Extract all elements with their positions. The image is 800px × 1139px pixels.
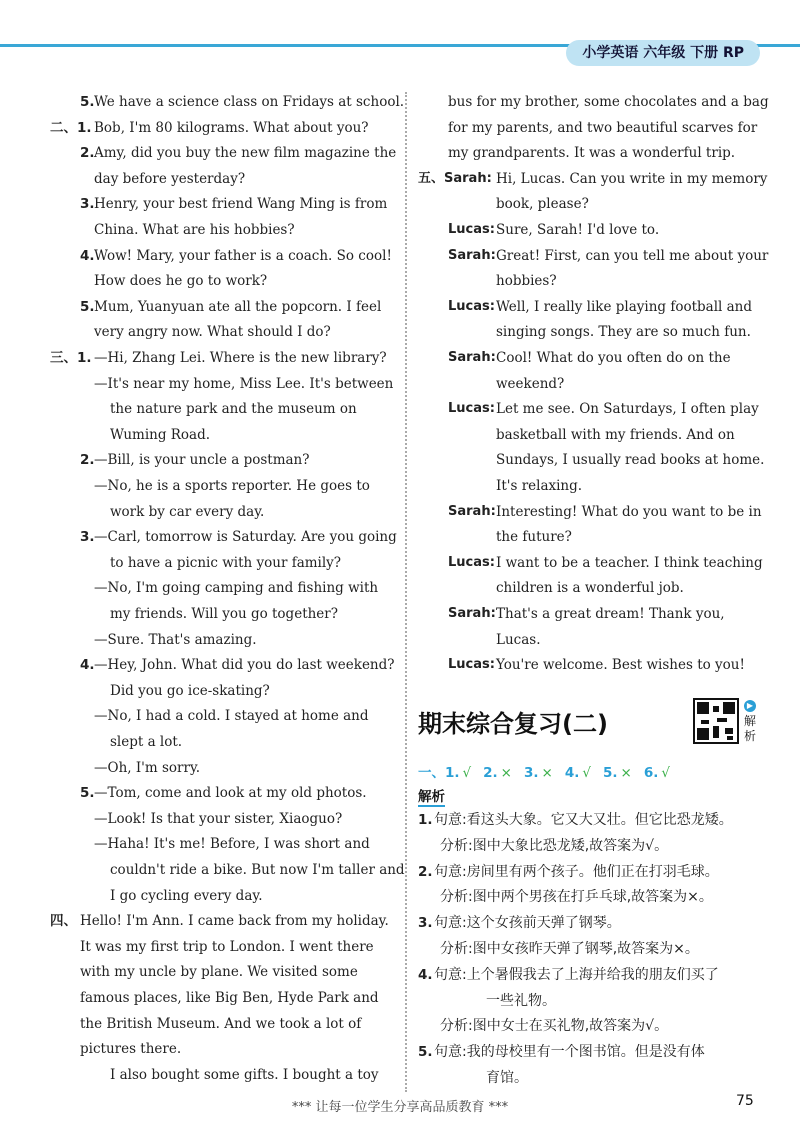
analysis-text: 句意:这个女孩前天弹了钢琴。 <box>434 915 621 932</box>
line-text: famous places, like Big Ben, Hyde Park and <box>80 990 379 1006</box>
line-label: 5. <box>80 94 95 110</box>
qr-side-label <box>744 700 758 744</box>
line-text: Let me see. On Saturdays, I often play <box>496 401 759 418</box>
qr-side-text: 解析 <box>744 714 757 743</box>
line-text: Cool! What do you often do on the <box>496 350 731 366</box>
line-label: Sarah: <box>448 503 496 519</box>
line-label: 5. <box>80 785 95 802</box>
line-text: Wuming Road. <box>110 426 211 443</box>
line-text: with my uncle by plane. We visited some <box>80 964 358 981</box>
line-label: Lucas: <box>448 298 495 314</box>
answer-item <box>483 765 512 781</box>
line-label: Lucas: <box>448 401 495 417</box>
line-text: Mum, Yuanyuan ate all the popcorn. I feel <box>94 298 382 315</box>
line-text: That's a great dream! Thank you, <box>496 606 725 622</box>
line-text: slept a lot. <box>110 734 183 750</box>
line-text: —Bill, is your uncle a postman? <box>94 452 310 469</box>
analysis-text: 分析:图中女士在买礼物,故答案为√。 <box>440 1018 669 1035</box>
line-text: —Carl, tomorrow is Saturday. Are you going <box>94 529 397 546</box>
answer-number: 4. <box>564 765 580 781</box>
answer-number: 6. <box>643 765 659 781</box>
answer-item <box>445 765 471 781</box>
line-text: book, please? <box>496 196 589 213</box>
line-label: 3. <box>80 529 95 546</box>
line-text: We have a science class on Fridays at school. <box>94 94 405 110</box>
answer-mark: √ <box>462 765 472 781</box>
analysis-number: 1. <box>418 812 433 828</box>
analysis-number: 3. <box>418 915 433 932</box>
answer-item <box>603 765 632 781</box>
qr-code-icon[interactable] <box>693 698 739 744</box>
analysis-text: 句意:上个暑假我去了上海并给我的朋友们买了 <box>434 966 719 983</box>
line-label: Sarah: <box>448 350 496 365</box>
line-label: Lucas: <box>448 222 495 237</box>
line-text: day before yesterday? <box>94 170 246 187</box>
line-text: the future? <box>496 529 572 546</box>
line-text: for my parents, and two beautiful scarves for <box>448 119 758 136</box>
line-text: —Oh, I'm sorry. <box>94 759 201 776</box>
answer-item <box>644 765 670 781</box>
answer-number: 1. <box>445 765 460 781</box>
line-label: Sarah: <box>448 606 496 621</box>
line-label: 五、Sarah: <box>418 170 492 186</box>
line-text: Did you go ice-skating? <box>110 682 270 699</box>
line-text: —No, I had a cold. I stayed at home and <box>94 708 369 725</box>
line-label: 4. <box>80 247 95 264</box>
line-text: Interesting! What do you want to be in <box>496 503 762 520</box>
play-icon[interactable]: ▶ <box>744 700 756 712</box>
line-text: You're welcome. Best wishes to you! <box>496 657 745 674</box>
footer-slogan: *** 让每一位学生分享高品质教育 *** <box>291 1100 509 1115</box>
page-header <box>0 0 800 80</box>
line-text: China. What are his hobbies? <box>94 222 295 238</box>
line-label: 二、1. <box>50 119 92 136</box>
line-text: I also bought some gifts. I bought a toy <box>110 1066 379 1083</box>
line-text: the nature park and the museum on <box>110 401 357 418</box>
line-text: couldn't ride a bike. But now I'm taller and <box>110 862 405 878</box>
line-text: Hello! I'm Ann. I came back from my holiday. <box>80 913 389 930</box>
line-text: Well, I really like playing football and <box>496 298 753 315</box>
page-number: 75 <box>736 1093 754 1109</box>
line-text: —Tom, come and look at my old photos. <box>94 785 367 802</box>
answer-mark: × <box>541 765 553 781</box>
answer-row <box>418 761 682 781</box>
line-text: pictures there. <box>80 1041 182 1058</box>
line-label: 3. <box>80 196 95 213</box>
line-text: Lucas. <box>496 631 541 648</box>
line-text: Amy, did you buy the new film magazine the <box>94 145 397 162</box>
line-text: Sundays, I usually read books at home. <box>496 452 765 469</box>
line-text: my grandparents. It was a wonderful trip. <box>448 145 736 162</box>
answer-number: 5. <box>602 765 618 781</box>
line-label: 5. <box>80 298 95 315</box>
line-text: —No, he is a sports reporter. He goes to <box>94 478 370 494</box>
line-text: —It's near my home, Miss Lee. It's between <box>94 375 394 392</box>
line-text: very angry now. What should I do? <box>94 324 331 341</box>
analysis-text: 分析:图中女孩昨天弹了钢琴,故答案为×。 <box>440 941 699 957</box>
line-text: —Hi, Zhang Lei. Where is the new library? <box>94 350 387 366</box>
analysis-text: 句意:看这头大象。它又大又壮。但它比恐龙矮。 <box>434 812 733 828</box>
line-text: —Haha! It's me! Before, I was short and <box>94 836 370 853</box>
line-text: the British Museum. And we took a lot of <box>80 1015 362 1032</box>
line-label: Lucas: <box>448 657 495 673</box>
line-text: Bob, I'm 80 kilograms. What about you? <box>94 119 369 136</box>
answer-mark: × <box>620 765 632 781</box>
line-label: Lucas: <box>448 554 495 570</box>
line-text: I want to be a teacher. I think teaching <box>496 554 763 571</box>
answer-mark: × <box>500 765 512 781</box>
line-text: Sure, Sarah! I'd love to. <box>496 222 660 238</box>
line-text: Hi, Lucas. Can you write in my memory <box>496 170 768 187</box>
line-text: It was my first trip to London. I went there <box>80 938 374 955</box>
answer-mark: √ <box>661 765 670 781</box>
book-badge: 小学英语 六年级 下册 RP <box>566 40 760 66</box>
analysis-text: 育馆。 <box>486 1070 528 1086</box>
analysis-text: 句意:房间里有两个孩子。他们正在打羽毛球。 <box>434 863 719 880</box>
line-text: —Look! Is that your sister, Xiaoguo? <box>94 810 343 827</box>
answer-mark: √ <box>582 765 591 781</box>
section-title: 期末综合复习(二) <box>418 710 608 738</box>
column-divider <box>405 92 407 1092</box>
analysis-number: 2. <box>418 863 433 880</box>
line-text: I go cycling every day. <box>110 887 263 904</box>
analysis-text: 一些礼物。 <box>486 992 556 1009</box>
line-text: —No, I'm going camping and fishing with <box>94 580 379 597</box>
line-text: Henry, your best friend Wang Ming is from <box>94 196 388 213</box>
analysis-number: 4. <box>418 966 433 983</box>
line-text: Wow! Mary, your father is a coach. So cool! <box>94 247 392 264</box>
line-label: 2. <box>80 452 95 469</box>
line-text: How does he go to work? <box>94 273 268 290</box>
line-text: my friends. Will you go together? <box>110 606 338 622</box>
line-text: to have a picnic with your family? <box>110 554 342 571</box>
analysis-number: 5. <box>418 1044 433 1061</box>
line-label: Sarah: <box>448 247 496 263</box>
line-text: Great! First, can you tell me about your <box>496 247 769 264</box>
line-label: 三、1. <box>50 350 92 366</box>
line-text: bus for my brother, some chocolates and a bag <box>448 94 769 110</box>
line-text: —Hey, John. What did you do last weekend? <box>94 657 395 674</box>
answer-number: 3. <box>523 765 539 781</box>
analysis-text: 分析:图中大象比恐龙矮,故答案为√。 <box>440 837 669 854</box>
answer-item <box>524 765 553 781</box>
answer-item <box>565 765 591 781</box>
line-text: —Sure. That's amazing. <box>94 631 257 648</box>
line-text: singing songs. They are so much fun. <box>496 324 751 341</box>
line-text: work by car every day. <box>110 503 265 520</box>
analysis-text: 句意:我的母校里有一个图书馆。但是没有体 <box>434 1044 705 1061</box>
answer-prefix: 一、 <box>418 765 445 781</box>
analysis-label: 解析 <box>418 785 445 807</box>
line-text: children is a wonderful job. <box>496 580 684 597</box>
line-text: weekend? <box>496 375 565 392</box>
line-text: It's relaxing. <box>496 478 583 494</box>
line-label: 2. <box>80 145 95 162</box>
line-text: basketball with my friends. And on <box>496 426 735 443</box>
line-label: 4. <box>80 657 95 674</box>
answer-number: 2. <box>483 765 498 781</box>
analysis-text: 分析:图中两个男孩在打乒乓球,故答案为×。 <box>440 889 713 906</box>
line-label: 四、 <box>50 913 77 930</box>
line-text: hobbies? <box>496 273 557 290</box>
